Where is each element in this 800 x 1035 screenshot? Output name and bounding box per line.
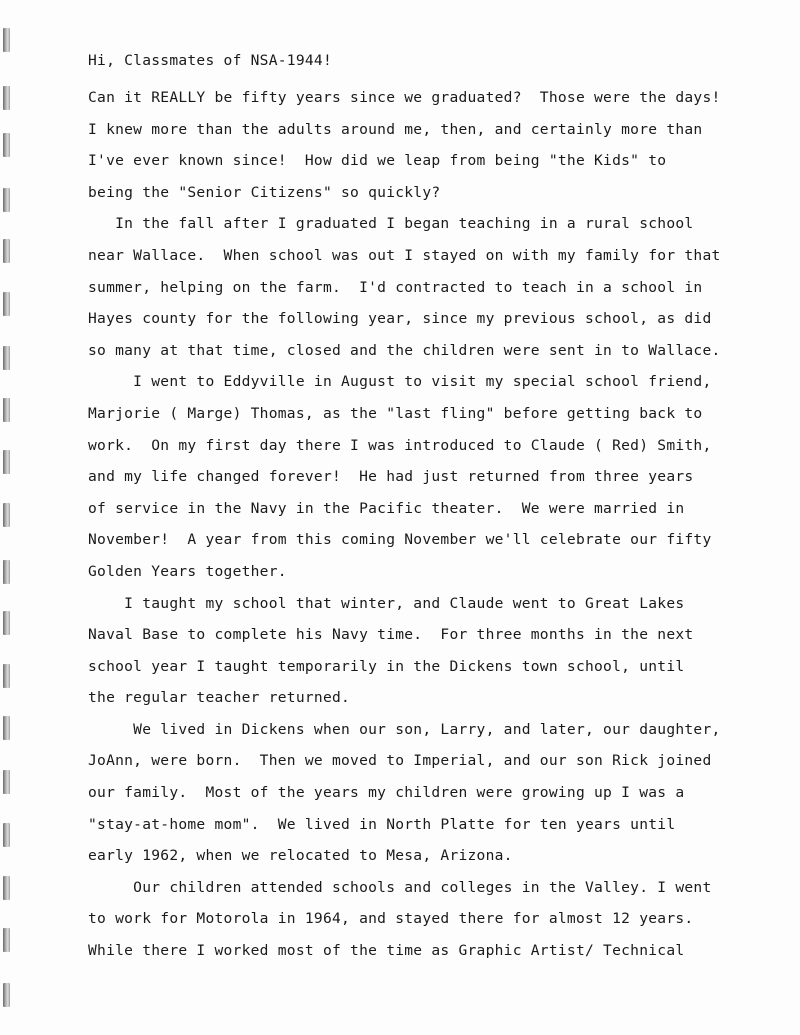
text-line: "stay-at-home mom". We lived in North Platte for ten years until xyxy=(88,815,676,833)
text-line: Naval Base to complete his Navy time. For three months in the next xyxy=(88,626,694,644)
binder-hole xyxy=(3,398,10,422)
binder-hole xyxy=(3,560,10,584)
text-line: so many at that time, closed and the children were sent in to Wallace. xyxy=(88,341,721,359)
text-line: school year I taught temporarily in the Dickens town school, until xyxy=(88,657,685,675)
binder-hole xyxy=(3,450,10,474)
text-line: the regular teacher returned. xyxy=(88,689,351,707)
text-line: work. On my first day there I was introduced to Claude ( Red) Smith, xyxy=(88,436,712,454)
text-line: I taught my school that winter, and Claude went to Great Lakes xyxy=(88,594,685,612)
text-line: summer, helping on the farm. I'd contracted to teach in a school in xyxy=(88,278,703,296)
binder-hole xyxy=(3,503,10,527)
text-line: and my life changed forever! He had just returned from three years xyxy=(88,468,694,486)
binder-hole xyxy=(3,716,10,740)
text-line: being the "Senior Citizens" so quickly? xyxy=(88,183,441,201)
letter-text xyxy=(88,50,778,972)
binder-hole xyxy=(3,823,10,847)
binder-hole xyxy=(3,983,10,1007)
text-line: early 1962, when we relocated to Mesa, Arizona. xyxy=(88,847,513,865)
text-line: I went to Eddyville in August to visit my special school friend, xyxy=(88,373,712,391)
binder-hole xyxy=(3,611,10,635)
binder-hole xyxy=(3,346,10,370)
text-line: of service in the Navy in the Pacific theater. We were married in xyxy=(88,499,685,517)
binder-hole xyxy=(3,292,10,316)
text-line: Our children attended schools and colleges in the Valley. I went xyxy=(88,878,712,896)
text-line: Can it REALLY be fifty years since we graduated? Those were the days! xyxy=(88,89,721,106)
binder-hole xyxy=(3,770,10,794)
text-line: near Wallace. When school was out I stayed on with my family for that xyxy=(88,246,721,264)
binder-hole xyxy=(3,188,10,212)
text-line: JoAnn, were born. Then we moved to Imperial, and our son Rick joined xyxy=(88,752,712,770)
greeting-line: Hi, Classmates of NSA-1944! xyxy=(88,52,332,69)
binder-hole xyxy=(3,133,10,157)
binder-hole xyxy=(3,86,10,110)
text-line: to work for Motorola in 1964, and stayed there for almost 12 years. xyxy=(88,910,694,928)
text-line: I've ever known since! How did we leap from being "the Kids" to xyxy=(88,152,667,170)
text-line: Hayes county for the following year, since my previous school, as did xyxy=(88,310,712,328)
text-line: our family. Most of the years my children were growing up I was a xyxy=(88,784,685,802)
text-line: Golden Years together. xyxy=(88,562,287,580)
binder-hole xyxy=(3,28,10,52)
text-line: In the fall after I graduated I began teaching in a rural school xyxy=(88,215,694,233)
text-line: Marjorie ( Marge) Thomas, as the "last fling" before getting back to xyxy=(88,404,703,422)
text-line: We lived in Dickens when our son, Larry, and later, our daughter, xyxy=(88,720,721,738)
binder-hole xyxy=(3,239,10,263)
binder-hole xyxy=(3,928,10,952)
binder-hole xyxy=(3,876,10,900)
text-line: November! A year from this coming November we'll celebrate our fifty xyxy=(88,531,712,549)
text-line: While there I worked most of the time as Graphic Artist/ Technical xyxy=(88,942,685,960)
binder-hole xyxy=(3,664,10,688)
binder-holes xyxy=(0,0,14,1035)
text-line: I knew more than the adults around me, then, and certainly more than xyxy=(88,120,703,138)
